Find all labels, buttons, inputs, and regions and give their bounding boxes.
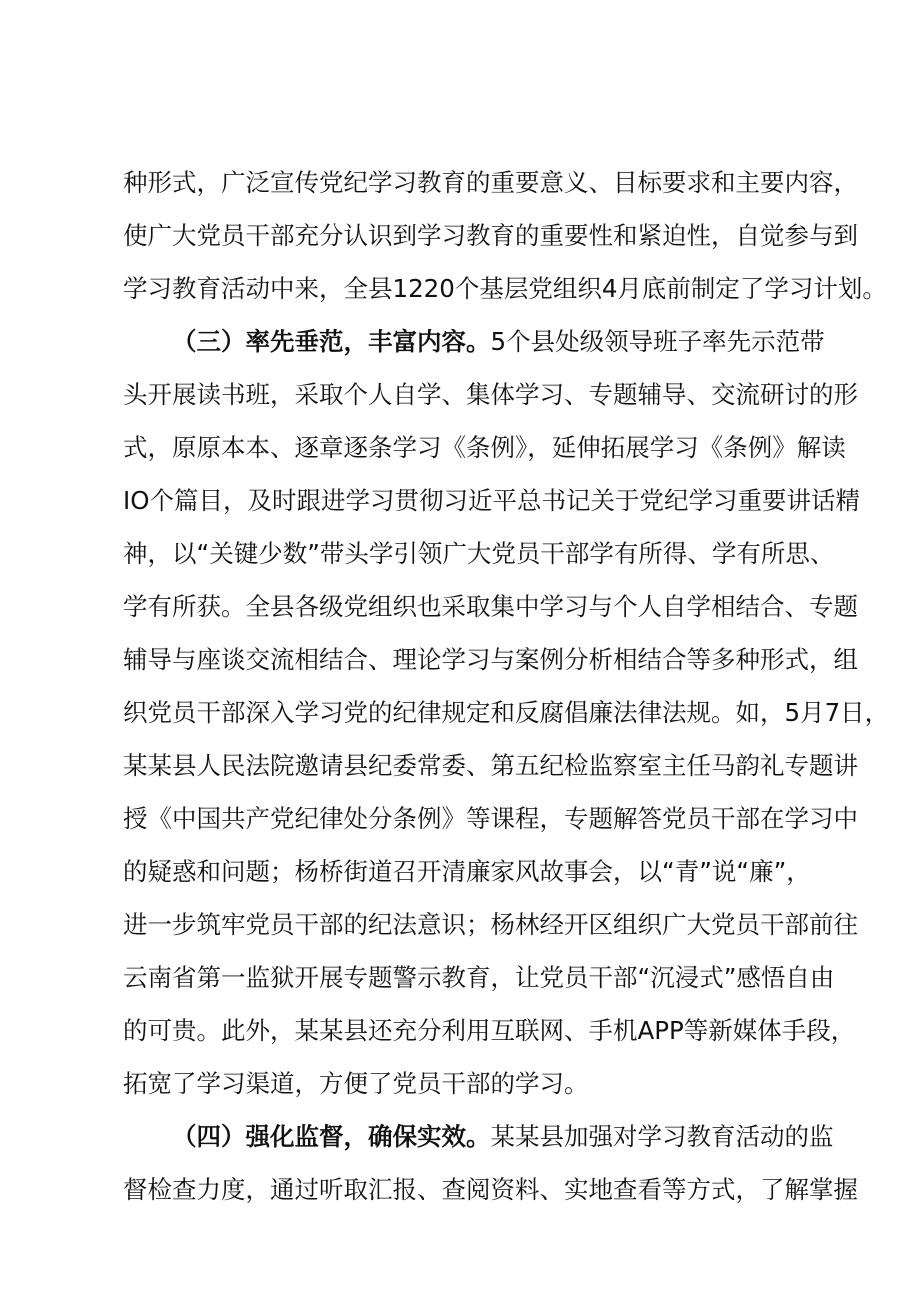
paragraph-2-line-6: 学有所获。全县各级党组织也采取集中学习与个人自学相结合、专题: [123, 592, 858, 621]
paragraph-2-line-10: 授《中国共产党纪律处分条例》等课程，专题解答党员干部在学习中: [123, 804, 858, 833]
paragraph-2-line-5: 神，以“关键少数”带头学引领广大党员干部学有所得、学有所思、: [123, 539, 835, 568]
paragraph-3-line-2: 督检查力度，通过听取汇报、查阅资料、实地查看等方式，了解掌握: [123, 1175, 858, 1204]
paragraph-2-heading: （三）率先垂范，丰富内容。: [172, 327, 491, 356]
paragraph-3-first-line: [172, 1117, 834, 1157]
paragraph-2-first-line-text: 5个县处级领导班子率先示范带: [490, 327, 825, 356]
paragraph-2-line-8: 织党员干部深入学习党的纪律规定和反腐倡廉法律法规。如，5月7日，: [123, 698, 890, 727]
paragraph-2-line-7: 辅导与座谈交流相结合、理论学习与案例分析相结合等多种形式，组: [123, 645, 858, 674]
paragraph-1-line-3: 学习教育活动中来，全县1220个基层党组织4月底前制定了学习计划。: [123, 274, 887, 303]
paragraph-2-line-13: 云南省第一监狱开展专题警示教育，让党员干部“沉浸式”感悟自由: [123, 963, 835, 992]
paragraph-1-line-1: 种形式，广泛宣传党纪学习教育的重要意义、目标要求和主要内容，: [123, 168, 858, 197]
paragraph-2-line-14: 的可贵。此外，某某县还充分利用互联网、手机APP等新媒体手段，: [123, 1016, 856, 1045]
paragraph-3-heading: （四）强化监督，确保实效。: [172, 1122, 491, 1151]
paragraph-2-first-line: [172, 322, 825, 362]
paragraph-2-line-3: 式，原原本本、逐章逐条学习《条例》，延伸拓展学习《条例》解读: [123, 433, 846, 462]
paragraph-2-line-4: IO个篇目，及时跟进学习贯彻习近平总书记关于党纪学习重要讲话精: [123, 486, 861, 515]
paragraph-2-line-12: 进一步筑牢党员干部的纪法意识；杨林经开区组织广大党员干部前往: [123, 910, 858, 939]
paragraph-1-line-2: 使广大党员干部充分认识到学习教育的重要性和紧迫性，自觉参与到: [123, 221, 858, 250]
paragraph-2-line-15: 拓宽了学习渠道，方便了党员干部的学习。: [123, 1069, 589, 1098]
paragraph-2-line-11: 的疑惑和问题；杨桥街道召开清廉家风故事会，以“青”说“廉”，: [123, 857, 811, 886]
paragraph-2-line-2: 头开展读书班，采取个人自学、集体学习、专题辅导、交流研讨的形: [123, 380, 858, 409]
paragraph-3-first-line-text: 某某县加强对学习教育活动的监: [490, 1122, 834, 1151]
paragraph-2-line-9: 某某县人民法院邀请县纪委常委、第五纪检监察室主任马韵礼专题讲: [123, 751, 858, 780]
